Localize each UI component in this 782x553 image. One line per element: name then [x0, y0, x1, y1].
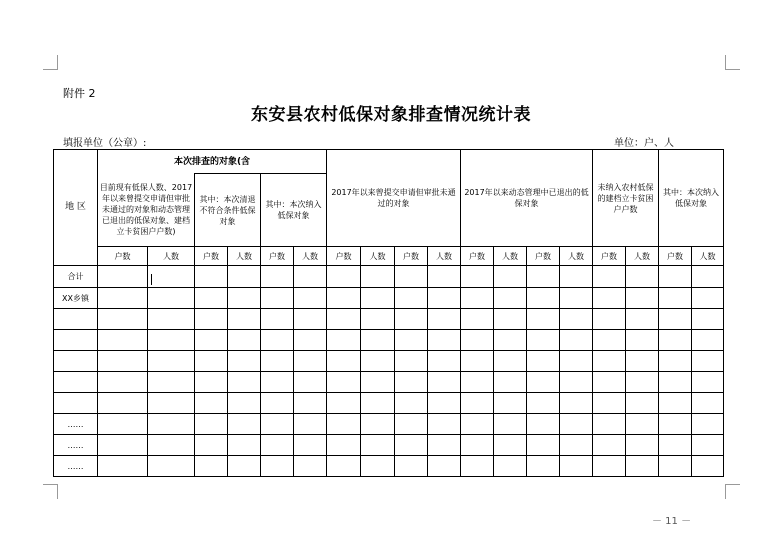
table-cell[interactable]	[327, 414, 361, 435]
table-cell[interactable]	[494, 435, 527, 456]
table-cell[interactable]	[228, 372, 261, 393]
table-cell[interactable]	[195, 372, 228, 393]
table-cell[interactable]	[294, 330, 327, 351]
crop-mark-br	[725, 484, 740, 499]
table-cell[interactable]	[659, 266, 692, 288]
table-cell[interactable]	[560, 309, 593, 330]
statistics-table	[53, 149, 724, 477]
col-households: 户数	[395, 247, 428, 266]
table-cell[interactable]	[261, 414, 294, 435]
table-cell[interactable]	[294, 266, 327, 288]
table-cell[interactable]	[494, 309, 527, 330]
table-cell[interactable]	[659, 456, 692, 477]
group1-sub2: 其中：本次纳入低保对象	[261, 174, 327, 247]
table-cell[interactable]	[395, 288, 428, 309]
table-cell[interactable]	[361, 372, 395, 393]
table-cell[interactable]	[461, 456, 494, 477]
table-cell[interactable]	[527, 456, 560, 477]
row-label	[54, 393, 98, 414]
table-cell[interactable]	[593, 393, 626, 414]
table-cell[interactable]	[461, 372, 494, 393]
table-cell[interactable]	[294, 309, 327, 330]
table-cell[interactable]	[527, 309, 560, 330]
table-cell[interactable]	[395, 330, 428, 351]
table-cell[interactable]	[195, 456, 228, 477]
table-cell[interactable]	[560, 393, 593, 414]
group4-title: 未纳入农村低保的建档立卡贫困户户数	[593, 150, 659, 247]
table-cell[interactable]	[593, 435, 626, 456]
table-cell[interactable]	[361, 266, 395, 288]
row-label	[54, 372, 98, 393]
table-row	[54, 288, 724, 309]
table-cell[interactable]	[195, 288, 228, 309]
table-cell[interactable]	[494, 393, 527, 414]
table-cell[interactable]	[261, 309, 294, 330]
table-cell[interactable]	[626, 351, 659, 372]
row-label: ……	[54, 456, 98, 477]
table-cell[interactable]	[148, 330, 195, 351]
table-cell[interactable]	[593, 372, 626, 393]
table-cell[interactable]	[461, 393, 494, 414]
table-cell[interactable]	[428, 330, 461, 351]
table-cell[interactable]	[294, 288, 327, 309]
table-cell[interactable]	[98, 393, 148, 414]
table-cell[interactable]	[593, 456, 626, 477]
table-cell[interactable]	[395, 266, 428, 288]
table-cell[interactable]	[626, 266, 659, 288]
table-cell[interactable]	[98, 288, 148, 309]
table-cell[interactable]	[593, 351, 626, 372]
table-cell[interactable]	[494, 288, 527, 309]
table-cell[interactable]	[692, 435, 724, 456]
table-cell[interactable]	[494, 456, 527, 477]
table-cell[interactable]	[527, 288, 560, 309]
group1-sub1: 其中：本次清退不符合条件低保对象	[195, 174, 261, 247]
table-cell[interactable]	[361, 414, 395, 435]
table-cell[interactable]	[593, 266, 626, 288]
col-persons: 人数	[228, 247, 261, 266]
col-persons: 人数	[148, 247, 195, 266]
table-cell[interactable]	[692, 393, 724, 414]
table-cell[interactable]	[148, 414, 195, 435]
table-cell[interactable]	[261, 372, 294, 393]
table-cell[interactable]	[327, 309, 361, 330]
table-cell[interactable]	[692, 330, 724, 351]
table-cell[interactable]	[626, 393, 659, 414]
page-title: 东安县农村低保对象排查情况统计表	[251, 105, 531, 125]
table-cell[interactable]	[659, 330, 692, 351]
table-cell[interactable]	[659, 435, 692, 456]
table-cell[interactable]	[148, 351, 195, 372]
group1-title: 本次排查的对象(含	[98, 150, 327, 174]
table-cell[interactable]	[261, 330, 294, 351]
text-cursor	[151, 274, 152, 285]
table-cell[interactable]	[626, 414, 659, 435]
table-cell[interactable]	[659, 414, 692, 435]
col-persons: 人数	[428, 247, 461, 266]
table-cell[interactable]	[148, 266, 195, 288]
table-cell[interactable]	[395, 351, 428, 372]
col-households: 户数	[327, 247, 361, 266]
table-cell[interactable]	[327, 288, 361, 309]
table-cell[interactable]	[692, 456, 724, 477]
table-cell[interactable]	[593, 330, 626, 351]
table-cell[interactable]	[626, 456, 659, 477]
row-label	[54, 351, 98, 372]
table-cell[interactable]	[692, 288, 724, 309]
table-cell[interactable]	[361, 456, 395, 477]
unit-label: 单位：户、人	[614, 138, 674, 149]
table-cell[interactable]	[428, 435, 461, 456]
table-cell[interactable]	[195, 351, 228, 372]
table-cell[interactable]	[228, 288, 261, 309]
table-cell[interactable]	[527, 372, 560, 393]
table-cell[interactable]	[98, 309, 148, 330]
table-cell[interactable]	[659, 288, 692, 309]
table-cell[interactable]	[395, 456, 428, 477]
table-cell[interactable]	[361, 288, 395, 309]
table-cell[interactable]	[327, 393, 361, 414]
table-cell[interactable]	[361, 435, 395, 456]
table-cell[interactable]	[692, 372, 724, 393]
table-cell[interactable]	[195, 435, 228, 456]
table-cell[interactable]	[626, 330, 659, 351]
table-cell[interactable]	[361, 330, 395, 351]
table-cell[interactable]	[494, 414, 527, 435]
table-cell[interactable]	[294, 351, 327, 372]
table-cell[interactable]	[395, 372, 428, 393]
table-cell[interactable]	[98, 414, 148, 435]
table-cell[interactable]	[428, 309, 461, 330]
col-persons: 人数	[361, 247, 395, 266]
fill-unit-label: 填报单位（公章）:	[63, 138, 147, 149]
table-cell[interactable]	[228, 435, 261, 456]
table-cell[interactable]	[98, 435, 148, 456]
table-cell[interactable]	[626, 309, 659, 330]
table-row	[54, 456, 724, 477]
col-persons: 人数	[294, 247, 327, 266]
table-cell[interactable]	[560, 266, 593, 288]
table-row	[54, 414, 724, 435]
table-cell[interactable]	[692, 266, 724, 288]
table-cell[interactable]	[494, 372, 527, 393]
table-cell[interactable]	[461, 435, 494, 456]
row-label	[54, 309, 98, 330]
table-cell[interactable]	[461, 309, 494, 330]
table-cell[interactable]	[327, 372, 361, 393]
table-cell[interactable]	[692, 414, 724, 435]
table-cell[interactable]	[228, 414, 261, 435]
table-cell[interactable]	[261, 288, 294, 309]
table-cell[interactable]	[560, 435, 593, 456]
table-cell[interactable]	[294, 414, 327, 435]
table-cell[interactable]	[228, 393, 261, 414]
table-cell[interactable]	[560, 372, 593, 393]
group3-title: 2017年以来动态管理中已退出的低保对象	[461, 150, 593, 247]
table-row	[54, 435, 724, 456]
table-cell[interactable]	[560, 351, 593, 372]
table-cell[interactable]	[395, 435, 428, 456]
table-cell[interactable]	[428, 372, 461, 393]
table-cell[interactable]	[98, 266, 148, 288]
row-label: ……	[54, 414, 98, 435]
row-label: ……	[54, 435, 98, 456]
table-cell[interactable]	[195, 309, 228, 330]
table-cell[interactable]	[148, 309, 195, 330]
table-row	[54, 330, 724, 351]
table-row	[54, 393, 724, 414]
table-cell[interactable]	[327, 330, 361, 351]
table-cell[interactable]	[228, 351, 261, 372]
table-body	[54, 266, 724, 477]
table-cell[interactable]	[195, 393, 228, 414]
table-cell[interactable]	[294, 435, 327, 456]
table-cell[interactable]	[98, 351, 148, 372]
table-cell[interactable]	[560, 414, 593, 435]
table-cell[interactable]	[593, 288, 626, 309]
table-cell[interactable]	[148, 393, 195, 414]
table-cell[interactable]	[461, 266, 494, 288]
row-label: 合计	[54, 266, 98, 288]
table-cell[interactable]	[659, 372, 692, 393]
table-cell[interactable]	[228, 330, 261, 351]
table-cell[interactable]	[494, 351, 527, 372]
region-header: 地 区	[54, 150, 98, 266]
col-households: 户数	[98, 247, 148, 266]
table-cell[interactable]	[560, 330, 593, 351]
table-cell[interactable]	[593, 414, 626, 435]
table-cell[interactable]	[527, 414, 560, 435]
table-cell[interactable]	[148, 456, 195, 477]
col-households: 户数	[195, 247, 228, 266]
table-cell[interactable]	[428, 351, 461, 372]
table-cell[interactable]	[527, 330, 560, 351]
table-row	[54, 309, 724, 330]
col-persons: 人数	[560, 247, 593, 266]
table-cell[interactable]	[395, 393, 428, 414]
table-cell[interactable]	[626, 435, 659, 456]
table-cell[interactable]	[361, 309, 395, 330]
table-cell[interactable]	[327, 266, 361, 288]
row-label: XX乡镇	[54, 288, 98, 309]
table-cell[interactable]	[428, 414, 461, 435]
table-cell[interactable]	[261, 456, 294, 477]
group4-sub1: 其中：本次纳入低保对象	[659, 150, 724, 247]
table-cell[interactable]	[98, 330, 148, 351]
table-cell[interactable]	[327, 456, 361, 477]
table-cell[interactable]	[527, 393, 560, 414]
table-cell[interactable]	[294, 456, 327, 477]
table-cell[interactable]	[195, 414, 228, 435]
table-cell[interactable]	[195, 266, 228, 288]
table-cell[interactable]	[659, 309, 692, 330]
col-households: 户数	[527, 247, 560, 266]
col-households: 户数	[659, 247, 692, 266]
crop-mark-tl	[43, 55, 58, 70]
table-cell[interactable]	[428, 266, 461, 288]
table-cell[interactable]	[461, 288, 494, 309]
table-cell[interactable]	[560, 288, 593, 309]
table-cell[interactable]	[494, 266, 527, 288]
group1-desc: 目前现有低保人数、2017年以来曾提交申请但审批未通过的对象和动态管理已退出的低保对象、建档立卡贫困户户数)	[98, 174, 195, 247]
table-cell[interactable]	[428, 288, 461, 309]
table-cell[interactable]	[148, 435, 195, 456]
col-households: 户数	[461, 247, 494, 266]
table-cell[interactable]	[148, 288, 195, 309]
table-cell[interactable]	[494, 330, 527, 351]
crop-mark-tr	[725, 55, 740, 70]
table-cell[interactable]	[461, 330, 494, 351]
table-cell[interactable]	[527, 351, 560, 372]
table-cell[interactable]	[626, 288, 659, 309]
table-cell[interactable]	[327, 351, 361, 372]
table-cell[interactable]	[395, 309, 428, 330]
col-households: 户数	[261, 247, 294, 266]
group2-title: 2017年以来曾提交申请但审批未通过的对象	[327, 150, 461, 247]
attachment-label: 附件 2	[63, 87, 96, 100]
table-cell[interactable]	[195, 330, 228, 351]
page-number: － 11 －	[652, 516, 692, 527]
col-persons: 人数	[626, 247, 659, 266]
table-row	[54, 266, 724, 288]
table-cell[interactable]	[527, 266, 560, 288]
col-persons: 人数	[494, 247, 527, 266]
table-cell[interactable]	[228, 266, 261, 288]
table-row	[54, 351, 724, 372]
table-cell[interactable]	[527, 435, 560, 456]
table-cell[interactable]	[98, 456, 148, 477]
table-cell[interactable]	[560, 456, 593, 477]
table-cell[interactable]	[261, 393, 294, 414]
table-cell[interactable]	[461, 351, 494, 372]
table-cell[interactable]	[261, 266, 294, 288]
row-label	[54, 330, 98, 351]
crop-mark-bl	[43, 484, 58, 499]
table-cell[interactable]	[148, 372, 195, 393]
table-cell[interactable]	[461, 414, 494, 435]
table-cell[interactable]	[593, 309, 626, 330]
table-cell[interactable]	[395, 414, 428, 435]
table-cell[interactable]	[98, 372, 148, 393]
table-cell[interactable]	[659, 351, 692, 372]
table-row	[54, 372, 724, 393]
table-cell[interactable]	[361, 393, 395, 414]
table-cell[interactable]	[692, 309, 724, 330]
table-cell[interactable]	[261, 351, 294, 372]
table-cell[interactable]	[626, 372, 659, 393]
table-cell[interactable]	[228, 309, 261, 330]
table-cell[interactable]	[228, 456, 261, 477]
table-cell[interactable]	[261, 435, 294, 456]
table-cell[interactable]	[294, 372, 327, 393]
table-cell[interactable]	[294, 393, 327, 414]
table-cell[interactable]	[659, 393, 692, 414]
table-cell[interactable]	[428, 456, 461, 477]
table-cell[interactable]	[692, 351, 724, 372]
table-cell[interactable]	[327, 435, 361, 456]
table-cell[interactable]	[361, 351, 395, 372]
table-cell[interactable]	[428, 393, 461, 414]
col-persons: 人数	[692, 247, 724, 266]
col-households: 户数	[593, 247, 626, 266]
